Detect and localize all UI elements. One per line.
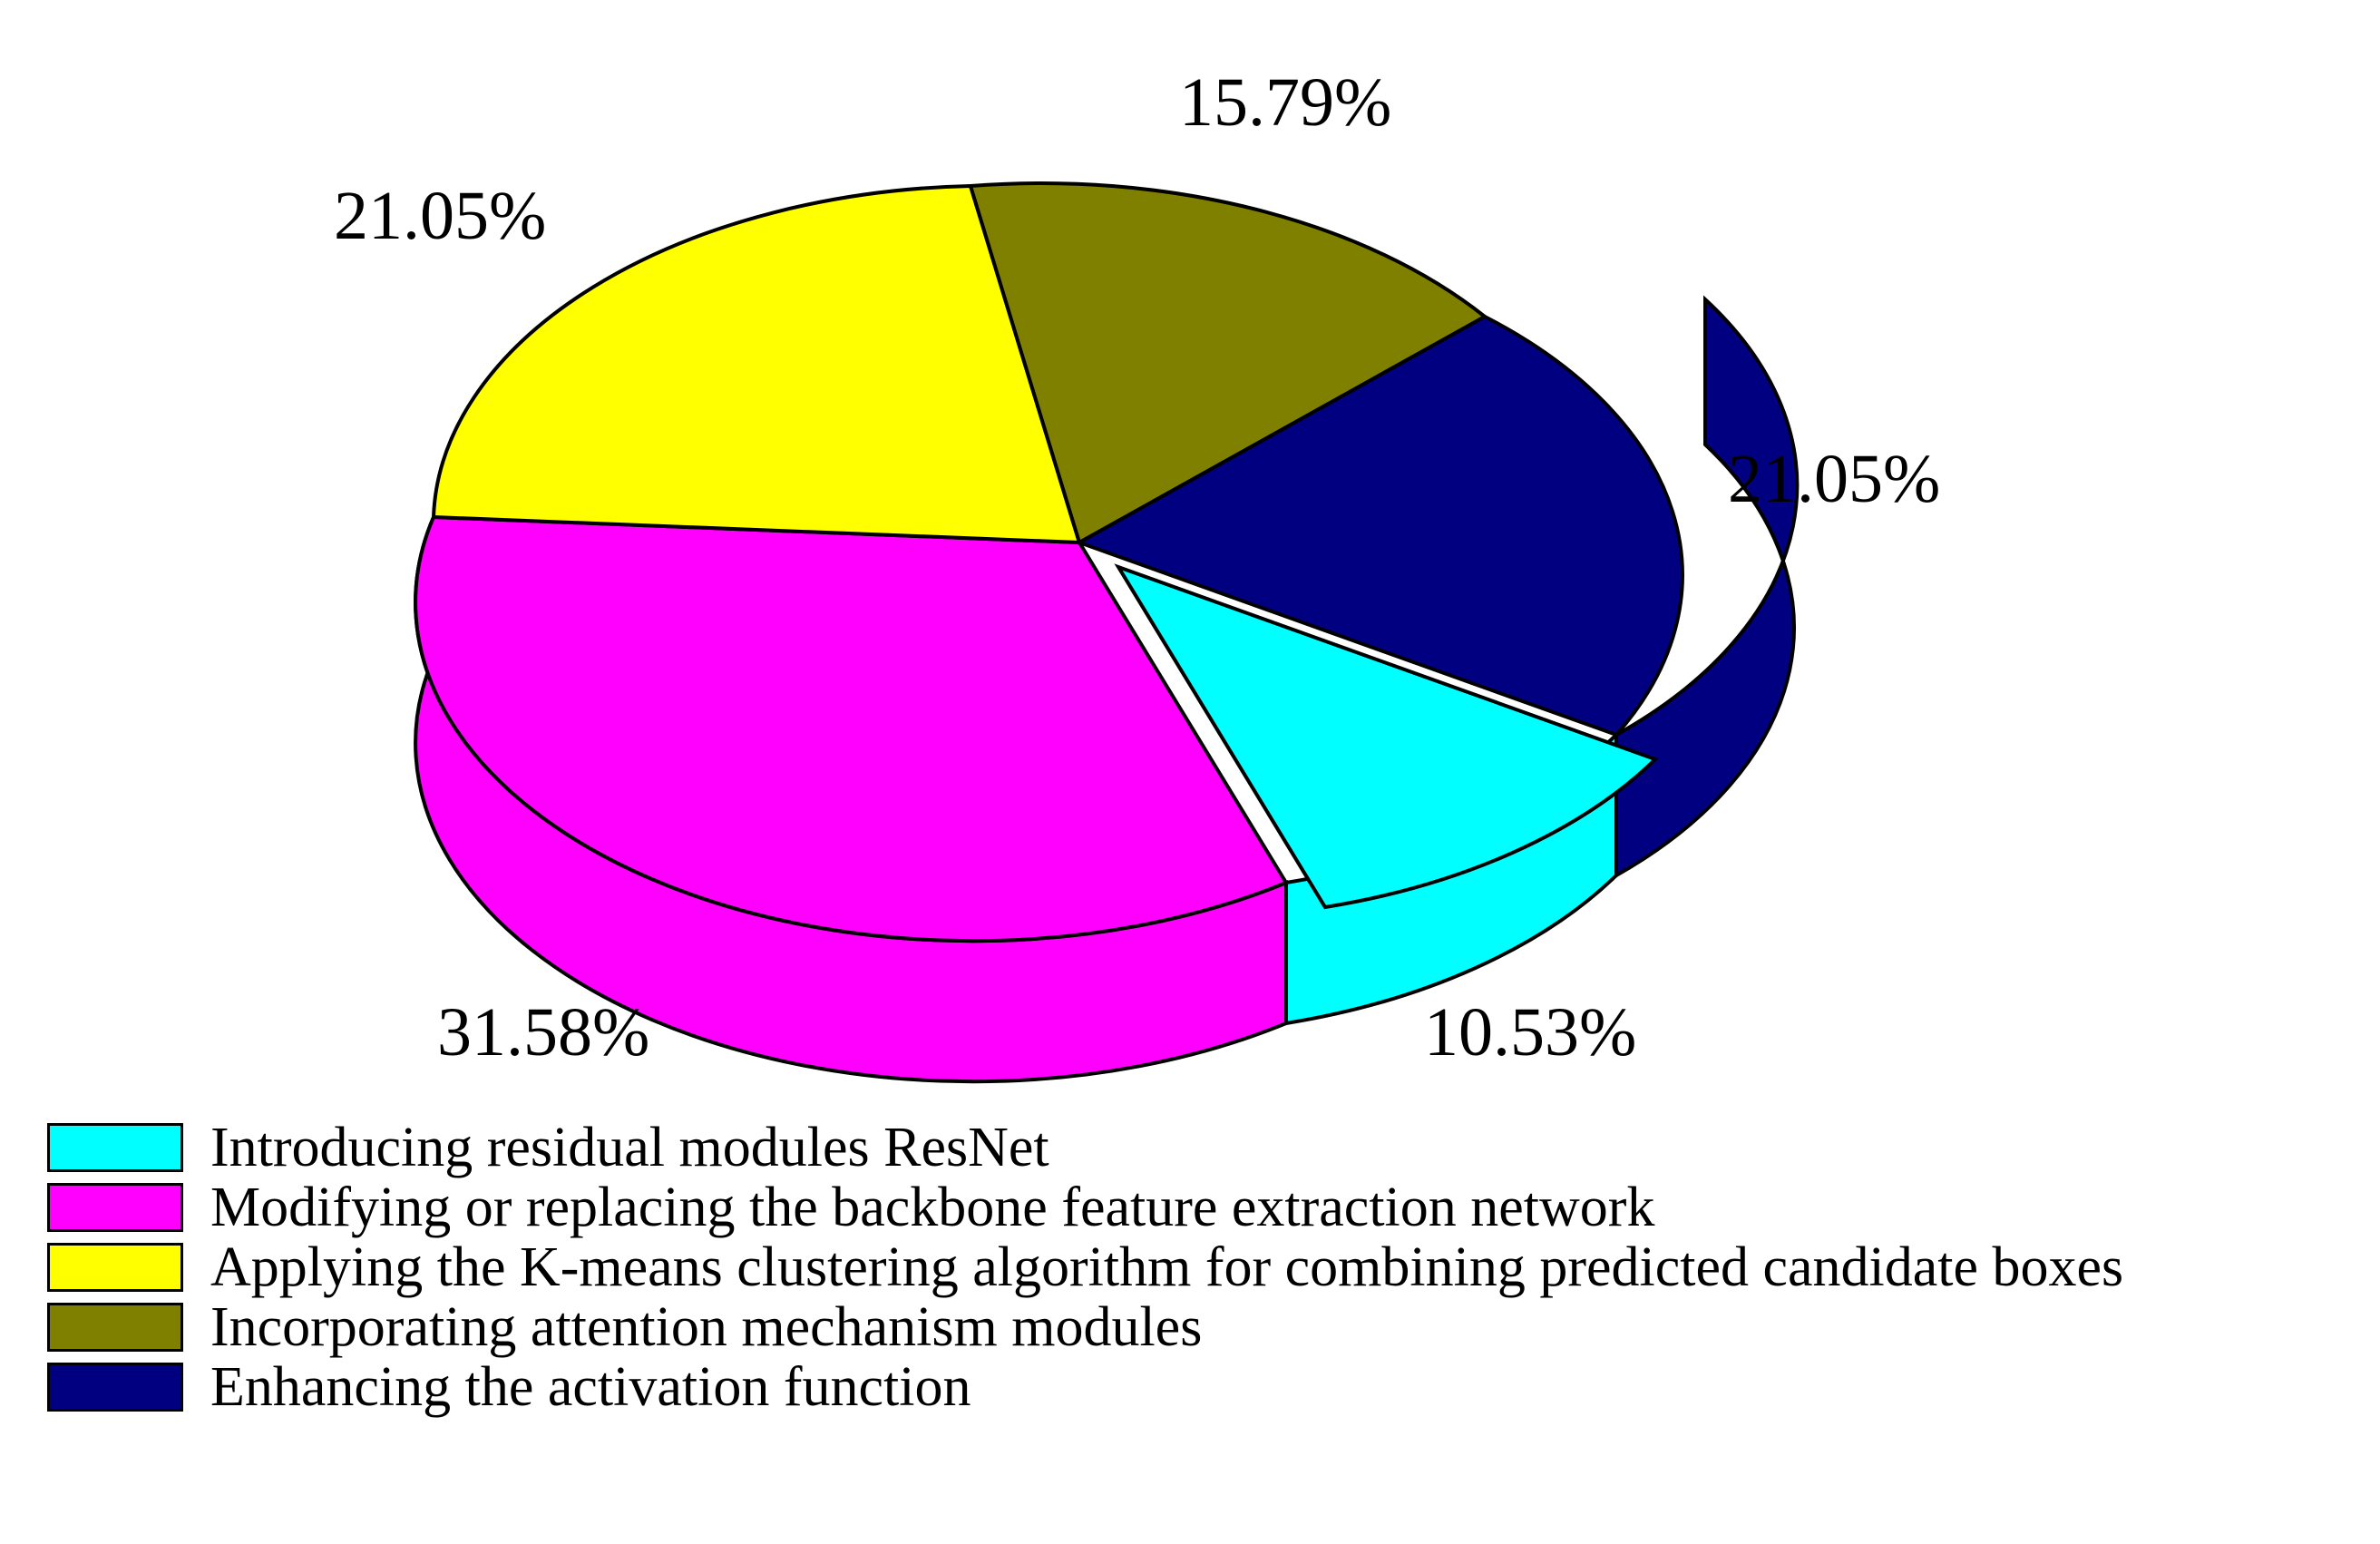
legend-item-modifying-or-replacing-the-backbone: [47, 1178, 2369, 1237]
legend-label: Introducing residual modules ResNet: [210, 1117, 1049, 1178]
legend-swatch-olive: [47, 1303, 183, 1352]
data-label-modifying-or-replacing-the-backbone: 31.58%: [437, 994, 650, 1070]
legend-swatch-yellow: [47, 1243, 183, 1292]
legend-label: Modifying or replacing the backbone feature extraction network: [210, 1177, 1655, 1238]
data-label-introducing-residual-modules-resnet: 10.53%: [1424, 994, 1637, 1070]
legend-swatch-navy: [47, 1363, 183, 1412]
chart-legend: [47, 1118, 2369, 1417]
legend-item-applying-the-k-means-clustering: [47, 1237, 2369, 1297]
legend-swatch-magenta: [47, 1183, 183, 1232]
data-label-incorporating-attention-mechanism-modules: 15.79%: [1179, 64, 1392, 141]
legend-label: Enhancing the activation function: [210, 1356, 971, 1418]
legend-swatch-cyan: [47, 1123, 183, 1172]
legend-label: Incorporating attention mechanism modules: [210, 1296, 1203, 1358]
legend-item-introducing-residual-modules-resnet: [47, 1118, 2369, 1178]
legend-item-enhancing-the-activation-function: [47, 1357, 2369, 1417]
data-label-applying-the-k-means-clustering: 21.05%: [334, 178, 547, 254]
data-label-enhancing-the-activation-function: 21.05%: [1728, 441, 1941, 517]
legend-item-incorporating-attention-mechanism-modules: [47, 1297, 2369, 1357]
pie-top-faces: [415, 183, 1683, 941]
legend-label: Applying the K-means clustering algorithm for combining predicted candidate boxes: [210, 1236, 2124, 1298]
